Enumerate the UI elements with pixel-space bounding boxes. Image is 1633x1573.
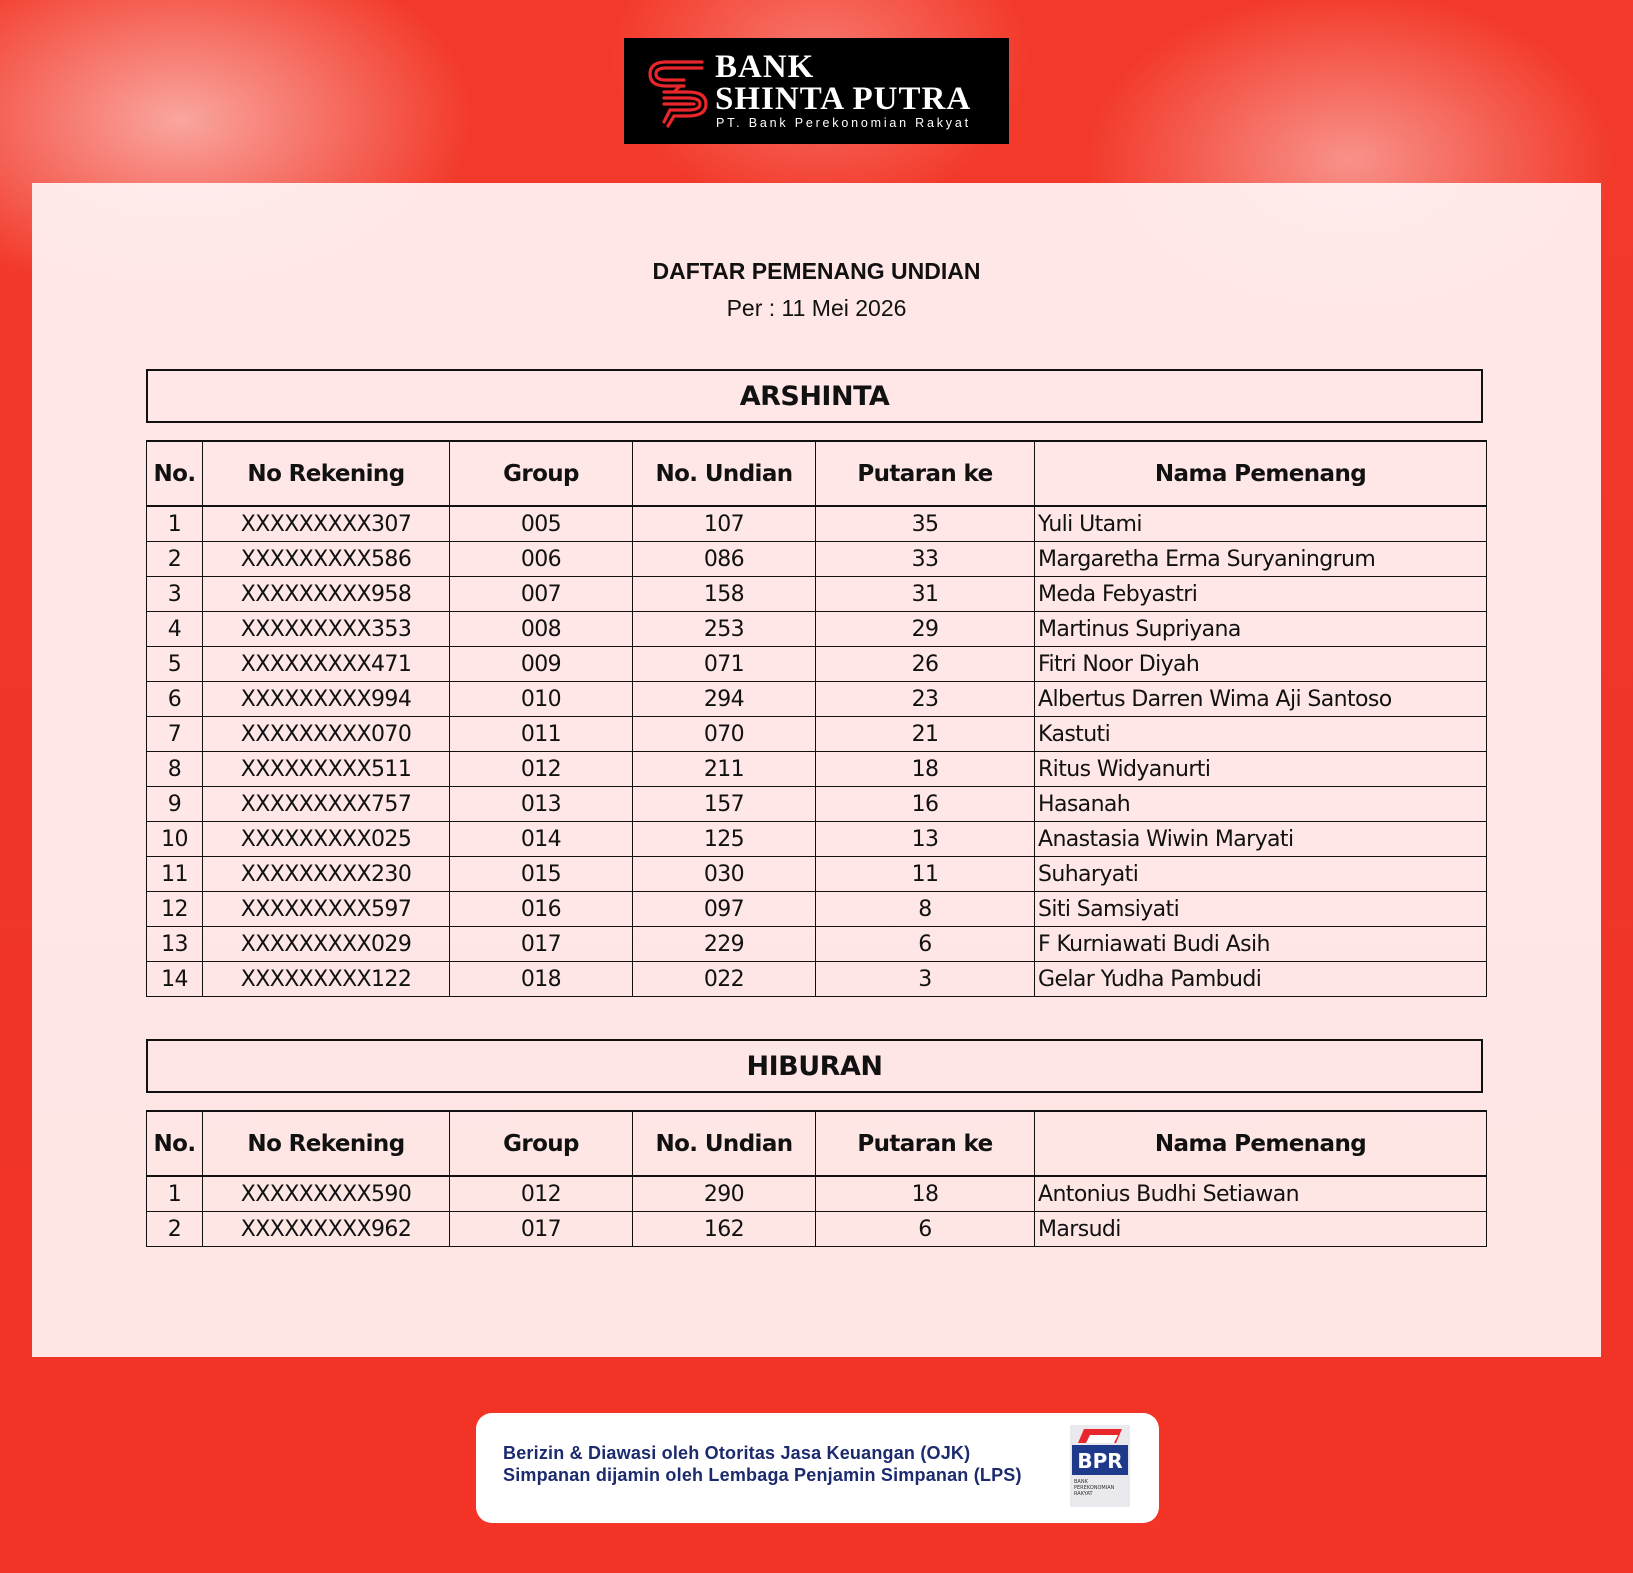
table-row [147,857,1487,892]
col-header-group: Group [450,441,633,506]
brand-line2: SHINTA PUTRA [715,81,972,117]
bank-logo [624,38,1009,144]
cell-no-rekening: XXXXXXXXX122 [203,962,450,997]
table-row [147,506,1487,542]
table-row [147,717,1487,752]
cell-no-undian: 086 [633,542,816,577]
cell-no-undian: 162 [633,1212,816,1247]
cell-no: 14 [147,962,203,997]
col-header-no-rekening: No Rekening [203,441,450,506]
cell-putaran-ke: 16 [816,787,1035,822]
cell-no: 7 [147,717,203,752]
cell-putaran-ke: 23 [816,682,1035,717]
cell-no-rekening: XXXXXXXXX307 [203,506,450,542]
table-body-hiburan [147,1176,1487,1247]
cell-nama-pemenang: Hasanah [1035,787,1487,822]
cell-nama-pemenang: Fitri Noor Diyah [1035,647,1487,682]
cell-putaran-ke: 8 [816,892,1035,927]
cell-putaran-ke: 21 [816,717,1035,752]
cell-no-rekening: XXXXXXXXX070 [203,717,450,752]
col-header-nama-pemenang: Nama Pemenang [1035,1111,1487,1176]
cell-nama-pemenang: Margaretha Erma Suryaningrum [1035,542,1487,577]
cell-putaran-ke: 13 [816,822,1035,857]
winners-table-hiburan [146,1110,1487,1247]
cell-no-rekening: XXXXXXXXX962 [203,1212,450,1247]
table-row [147,1212,1487,1247]
table-row [147,1176,1487,1212]
cell-no: 12 [147,892,203,927]
cell-no: 6 [147,682,203,717]
cell-no-rekening: XXXXXXXXX994 [203,682,450,717]
cell-no-rekening: XXXXXXXXX958 [203,577,450,612]
col-header-group: Group [450,1111,633,1176]
content-panel [32,183,1601,1357]
cell-nama-pemenang: Anastasia Wiwin Maryati [1035,822,1487,857]
brand-line1: BANK [715,49,815,85]
cell-nama-pemenang: Yuli Utami [1035,506,1487,542]
cell-group: 008 [450,612,633,647]
table-header-row [147,441,1487,506]
section-title-arshinta: ARSHINTA [146,369,1483,423]
cell-no-undian: 071 [633,647,816,682]
cell-no-rekening: XXXXXXXXX586 [203,542,450,577]
cell-no: 4 [147,612,203,647]
cell-group: 016 [450,892,633,927]
cell-group: 018 [450,962,633,997]
cell-group: 013 [450,787,633,822]
brand-subtitle: PT. Bank Perekonomian Rakyat [716,116,971,130]
table-row [147,542,1487,577]
cell-no-undian: 125 [633,822,816,857]
cell-no-rekening: XXXXXXXXX511 [203,752,450,787]
col-header-no: No. [147,441,203,506]
table-row [147,752,1487,787]
cell-nama-pemenang: Suharyati [1035,857,1487,892]
cell-no-rekening: XXXXXXXXX590 [203,1176,450,1212]
col-header-putaran-ke: Putaran ke [816,441,1035,506]
table-row [147,787,1487,822]
cell-no-rekening: XXXXXXXXX757 [203,787,450,822]
bpr-badge-sub1: BANK [1074,1479,1088,1485]
winners-table-arshinta [146,440,1487,997]
cell-group: 005 [450,506,633,542]
cell-nama-pemenang: Martinus Supriyana [1035,612,1487,647]
col-header-no-undian: No. Undian [633,441,816,506]
cell-no-rekening: XXXXXXXXX353 [203,612,450,647]
cell-no-undian: 290 [633,1176,816,1212]
table-row [147,927,1487,962]
cell-putaran-ke: 6 [816,1212,1035,1247]
table-row [147,647,1487,682]
cell-no-undian: 157 [633,787,816,822]
cell-putaran-ke: 26 [816,647,1035,682]
cell-no: 9 [147,787,203,822]
cell-no-rekening: XXXXXXXXX025 [203,822,450,857]
col-header-no-rekening: No Rekening [203,1111,450,1176]
cell-putaran-ke: 29 [816,612,1035,647]
cell-no: 1 [147,506,203,542]
cell-group: 012 [450,1176,633,1212]
cell-nama-pemenang: Meda Febyastri [1035,577,1487,612]
cell-nama-pemenang: Kastuti [1035,717,1487,752]
cell-nama-pemenang: Ritus Widyanurti [1035,752,1487,787]
cell-group: 007 [450,577,633,612]
cell-no: 2 [147,542,203,577]
cell-no: 10 [147,822,203,857]
table-row [147,682,1487,717]
section-title-hiburan: HIBURAN [146,1039,1483,1093]
cell-putaran-ke: 11 [816,857,1035,892]
cell-no-undian: 229 [633,927,816,962]
table-row [147,612,1487,647]
cell-no-undian: 022 [633,962,816,997]
cell-nama-pemenang: Albertus Darren Wima Aji Santoso [1035,682,1487,717]
cell-nama-pemenang: Siti Samsiyati [1035,892,1487,927]
cell-nama-pemenang: Antonius Budhi Setiawan [1035,1176,1487,1212]
bpr-badge-sub2: PEREKONOMIAN [1074,1485,1115,1491]
cell-group: 011 [450,717,633,752]
cell-group: 009 [450,647,633,682]
cell-no: 13 [147,927,203,962]
col-header-no: No. [147,1111,203,1176]
bpr-badge-sub3: RAKYAT [1074,1491,1093,1497]
cell-no-undian: 158 [633,577,816,612]
page-title: DAFTAR PEMENANG UNDIAN [652,258,981,284]
cell-no: 3 [147,577,203,612]
table-header-row [147,1111,1487,1176]
cell-no-rekening: XXXXXXXXX230 [203,857,450,892]
col-header-putaran-ke: Putaran ke [816,1111,1035,1176]
cell-no-rekening: XXXXXXXXX597 [203,892,450,927]
cell-nama-pemenang: Gelar Yudha Pambudi [1035,962,1487,997]
table-row [147,962,1487,997]
cell-putaran-ke: 6 [816,927,1035,962]
cell-group: 017 [450,927,633,962]
cell-putaran-ke: 33 [816,542,1035,577]
cell-no: 11 [147,857,203,892]
table-row [147,822,1487,857]
cell-no: 2 [147,1212,203,1247]
page-date: Per : 11 Mei 2026 [726,295,907,321]
cell-putaran-ke: 18 [816,752,1035,787]
cell-no-rekening: XXXXXXXXX029 [203,927,450,962]
col-header-no-undian: No. Undian [633,1111,816,1176]
cell-putaran-ke: 31 [816,577,1035,612]
cell-no: 5 [147,647,203,682]
sp-logo-icon [644,56,714,128]
cell-group: 015 [450,857,633,892]
cell-nama-pemenang: Marsudi [1035,1212,1487,1247]
cell-putaran-ke: 18 [816,1176,1035,1212]
cell-no-undian: 030 [633,857,816,892]
cell-no-undian: 211 [633,752,816,787]
col-header-nama-pemenang: Nama Pemenang [1035,441,1487,506]
table-row [147,577,1487,612]
cell-nama-pemenang: F Kurniawati Budi Asih [1035,927,1487,962]
cell-group: 010 [450,682,633,717]
bpr-badge-text: BPR [1077,1449,1123,1473]
cell-putaran-ke: 3 [816,962,1035,997]
table-body-arshinta [147,506,1487,997]
cell-group: 006 [450,542,633,577]
footer-ojk-text: Berizin & Diawasi oleh Otoritas Jasa Keuangan (OJK) [503,1443,971,1463]
footer-card [476,1413,1159,1523]
cell-no-undian: 107 [633,506,816,542]
cell-no: 8 [147,752,203,787]
cell-no-undian: 097 [633,892,816,927]
cell-no: 1 [147,1176,203,1212]
cell-no-undian: 253 [633,612,816,647]
cell-group: 012 [450,752,633,787]
bpr-badge-icon [1070,1425,1130,1507]
cell-no-rekening: XXXXXXXXX471 [203,647,450,682]
cell-putaran-ke: 35 [816,506,1035,542]
cell-group: 014 [450,822,633,857]
cell-group: 017 [450,1212,633,1247]
table-row [147,892,1487,927]
cell-no-undian: 070 [633,717,816,752]
cell-no-undian: 294 [633,682,816,717]
footer-lps-text: Simpanan dijamin oleh Lembaga Penjamin Simpanan (LPS) [503,1465,1022,1485]
